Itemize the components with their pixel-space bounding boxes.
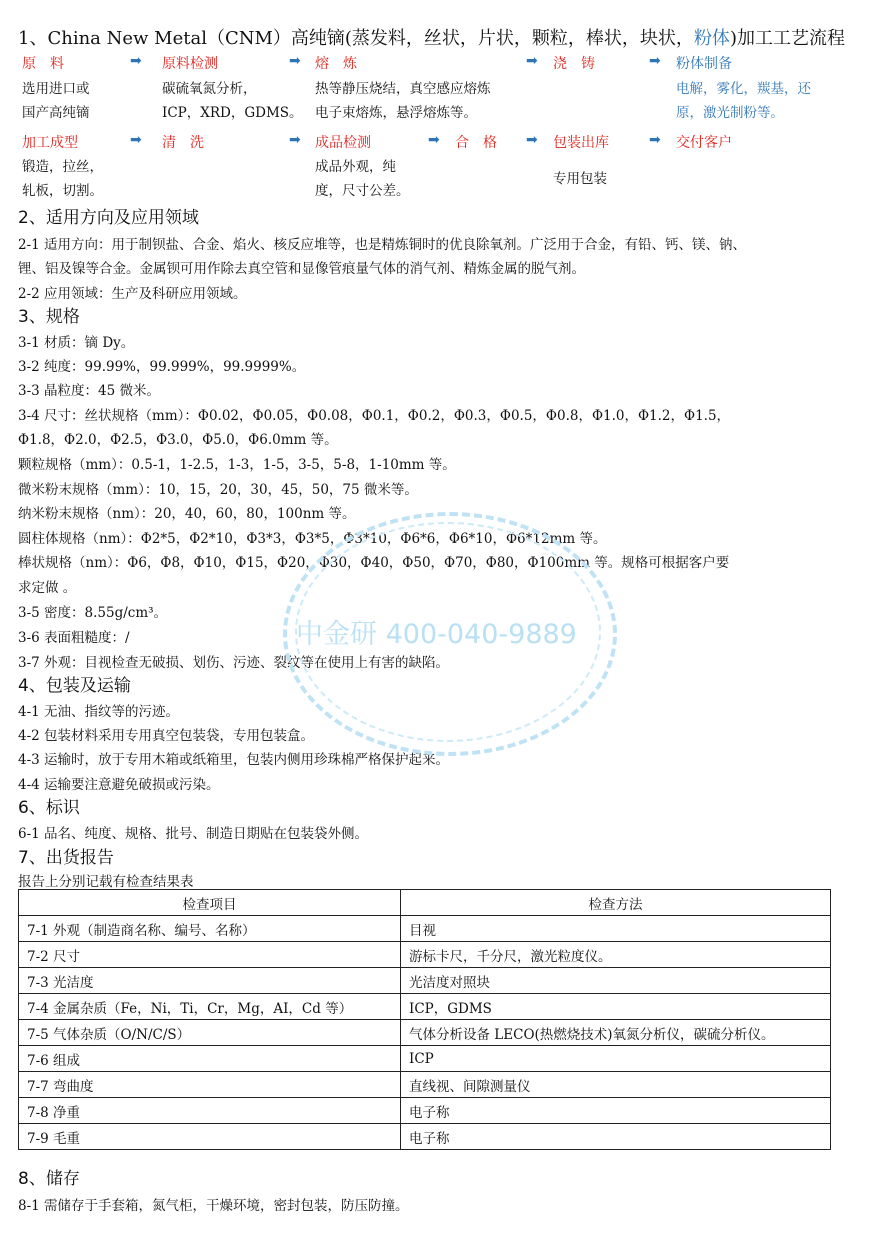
section2-para1-line1: 2-1 适用方向：用于制钡盐、合金、焰火、核反应堆等，也是精炼铜时的优良除氧剂。广泛用于合金，有铅、钙、镁、钠、 bbox=[18, 237, 747, 253]
flow-step-cleaning: 清 洗 bbox=[162, 135, 204, 151]
flow-step-smelting: 熔 炼 bbox=[315, 56, 357, 72]
table-row bbox=[19, 994, 831, 1020]
table-cell: 气体分析设备 LECO(热燃烧技术)氧氮分析仪，碳硫分析仪。 bbox=[401, 1020, 831, 1046]
flow-desc-raw bbox=[22, 77, 90, 125]
table-cell: 7-8 净重 bbox=[19, 1098, 401, 1124]
flow-arrow-icon: ➡ bbox=[428, 132, 440, 148]
flow-desc-line: 轧板，切割。 bbox=[22, 183, 103, 199]
packing-item: 4-2 包装材料采用专用真空包装袋，专用包装盒。 bbox=[18, 728, 315, 744]
label-item: 6-1 品名、纯度、规格、批号、制造日期贴在包装袋外侧。 bbox=[18, 826, 369, 842]
spec-grain: 3-3 晶粒度：45 微米。 bbox=[18, 383, 161, 399]
flow-step-raw-material: 原 料 bbox=[22, 56, 64, 72]
flow-arrow-icon: ➡ bbox=[526, 132, 538, 148]
table-row bbox=[19, 942, 831, 968]
table-cell: 目视 bbox=[401, 916, 831, 942]
flow-step-material-test: 原料检测 bbox=[162, 56, 218, 72]
table-cell: 光洁度对照块 bbox=[401, 968, 831, 994]
table-cell: 电子称 bbox=[401, 1124, 831, 1150]
spec-roughness: 3-6 表面粗糙度：/ bbox=[18, 630, 130, 646]
table-header-row bbox=[19, 890, 831, 916]
flow-desc-line: 选用进口或 bbox=[22, 81, 90, 97]
table-row bbox=[19, 1020, 831, 1046]
flow-desc-line: 电子束熔炼，悬浮熔炼等。 bbox=[315, 105, 477, 121]
title-suffix: )加工工艺流程 bbox=[729, 28, 845, 49]
flow-arrow-icon: ➡ bbox=[130, 132, 142, 148]
packing-item: 4-3 运输时，放于专用木箱或纸箱里，包装内侧用珍珠棉严格保护起来。 bbox=[18, 752, 450, 768]
flow-step-casting: 浇 铸 bbox=[553, 56, 595, 72]
flow-desc-forming bbox=[22, 155, 103, 203]
spec-nano-powder: 纳米粉末规格（nm）：20，40，60，80，100nm 等。 bbox=[18, 506, 356, 522]
watermark-text: 中金研 400-040-9889 bbox=[296, 619, 577, 650]
table-cell: 7-4 金属杂质（Fe，Ni，Ti，Cr，Mg，AI，Cd 等） bbox=[19, 994, 401, 1020]
storage-item: 8-1 需储存于手套箱，氮气柜，干燥环境，密封包装，防压防撞。 bbox=[18, 1198, 409, 1214]
spec-granule: 颗粒规格（mm）：0.5-1，1-2.5，1-3，1-5，3-5，5-8，1-10mm 等。 bbox=[18, 457, 456, 473]
section2-para2: 2-2 应用领域：生产及科研应用领域。 bbox=[18, 286, 247, 302]
flow-step-product-test: 成品检测 bbox=[315, 135, 371, 151]
flow-step-forming: 加工成型 bbox=[22, 135, 78, 151]
table-row bbox=[19, 968, 831, 994]
table-header: 检查项目 bbox=[19, 890, 401, 916]
packing-item: 4-1 无油、指纹等的污迹。 bbox=[18, 704, 180, 720]
spec-rod-line1: 棒状规格（nm）：Φ6，Φ8，Φ10，Φ15，Φ20，Φ30，Φ40，Φ50，Φ70，Φ80，Φ100mm 等。规格可根据客户要 bbox=[18, 555, 730, 571]
flow-desc-line: 锻造，拉丝， bbox=[22, 159, 103, 175]
section2-para1-line2: 锂、铝及镍等合金。金属钡可用作除去真空管和显像管痕量气体的消气剂、精炼金属的脱气剂。 bbox=[18, 261, 585, 277]
table-row bbox=[19, 1046, 831, 1072]
table-cell: 7-3 光洁度 bbox=[19, 968, 401, 994]
flow-desc-line: 专用包装 bbox=[553, 171, 607, 187]
table-cell: 7-6 组成 bbox=[19, 1046, 401, 1072]
flow-arrow-icon: ➡ bbox=[289, 53, 301, 69]
section2-heading: 2、适用方向及应用领域 bbox=[18, 208, 199, 228]
flow-desc-line: 碳硫氧氮分析， bbox=[162, 81, 257, 97]
title-prefix: 1、China New Metal（CNM）高纯镝(蒸发料，丝状，片状，颗粒，棒状，块状， bbox=[18, 28, 694, 49]
table-row bbox=[19, 1098, 831, 1124]
flow-step-powder: 粉体制备 bbox=[676, 56, 732, 72]
flow-desc-product-test bbox=[315, 155, 410, 203]
table-row bbox=[19, 916, 831, 942]
table-cell: 7-1 外观（制造商名称、编号、名称） bbox=[19, 916, 401, 942]
table-cell: 7-7 弯曲度 bbox=[19, 1072, 401, 1098]
flow-desc-line: 成品外观，纯 bbox=[315, 159, 396, 175]
section6-heading: 6、标识 bbox=[18, 798, 80, 818]
spec-size-line2: Φ1.8，Φ2.0，Φ2.5，Φ3.0，Φ5.0，Φ6.0mm 等。 bbox=[18, 432, 338, 448]
table-cell: 7-9 毛重 bbox=[19, 1124, 401, 1150]
section8-heading: 8、储存 bbox=[18, 1169, 80, 1189]
flow-desc-line: 国产高纯镝 bbox=[22, 105, 90, 121]
flow-desc-line: 电解，雾化，羰基，还 bbox=[676, 81, 811, 97]
table-cell: 游标卡尺，千分尺，激光粒度仪。 bbox=[401, 942, 831, 968]
section7-heading: 7、出货报告 bbox=[18, 848, 114, 868]
flow-step-packing: 包装出库 bbox=[553, 135, 609, 151]
flow-desc-line: 热等静压烧结，真空感应熔炼 bbox=[315, 81, 491, 97]
spec-purity: 3-2 纯度：99.99%，99.999%，99.9999%。 bbox=[18, 359, 306, 375]
flow-desc-packing bbox=[553, 167, 607, 191]
page-title bbox=[18, 24, 845, 50]
table-cell: 7-5 气体杂质（O/N/C/S） bbox=[19, 1020, 401, 1046]
table-cell: 7-2 尺寸 bbox=[19, 942, 401, 968]
table-cell: 直线视、间隙测量仪 bbox=[401, 1072, 831, 1098]
spec-material: 3-1 材质：镝 Dy。 bbox=[18, 335, 135, 351]
flow-arrow-icon: ➡ bbox=[649, 132, 661, 148]
flow-desc-smelting bbox=[315, 77, 491, 125]
spec-rod-line2: 求定做 。 bbox=[18, 580, 77, 596]
table-header: 检查方法 bbox=[401, 890, 831, 916]
table-cell: 电子称 bbox=[401, 1098, 831, 1124]
flow-arrow-icon: ➡ bbox=[649, 53, 661, 69]
flow-desc-line: 原，激光制粉等。 bbox=[676, 105, 784, 121]
table-cell: ICP bbox=[401, 1046, 831, 1072]
flow-desc-line: ICP，XRD，GDMS。 bbox=[162, 105, 303, 121]
spec-appearance: 3-7 外观：目视检查无破损、划伤、污迹、裂纹等在使用上有害的缺陷。 bbox=[18, 655, 450, 671]
table-caption: 报告上分别记载有检查结果表 bbox=[18, 874, 194, 890]
section3-heading: 3、规格 bbox=[18, 307, 80, 327]
table-row bbox=[19, 1124, 831, 1150]
packing-item: 4-4 运输要注意避免破损或污染。 bbox=[18, 777, 220, 793]
spec-cylinder: 圆柱体规格（nm）：Φ2*5，Φ2*10，Φ3*3，Φ3*5，Φ3*10，Φ6*6，Φ6*10，Φ6*12mm 等。 bbox=[18, 531, 607, 547]
spec-micro-powder: 微米粉末规格（mm）：10，15，20，30，45，50，75 微米等。 bbox=[18, 482, 418, 498]
table-row bbox=[19, 1072, 831, 1098]
table-cell: ICP，GDMS bbox=[401, 994, 831, 1020]
section4-heading: 4、包装及运输 bbox=[18, 676, 131, 696]
spec-size-line1: 3-4 尺寸：丝状规格（mm）：Φ0.02，Φ0.05，Φ0.08，Φ0.1，Φ0.2，Φ0.3，Φ0.5，Φ0.8，Φ1.0，Φ1.2，Φ1.5， bbox=[18, 408, 731, 424]
flow-desc-line: 度，尺寸公差。 bbox=[315, 183, 410, 199]
flow-desc-powder bbox=[676, 77, 811, 125]
inspection-table bbox=[18, 889, 831, 1150]
flow-desc-test bbox=[162, 77, 303, 125]
spec-density: 3-5 密度：8.55g/cm³。 bbox=[18, 605, 168, 621]
flow-arrow-icon: ➡ bbox=[526, 53, 538, 69]
flow-step-delivery: 交付客户 bbox=[676, 135, 732, 151]
flow-arrow-icon: ➡ bbox=[130, 53, 142, 69]
title-highlight: 粉体 bbox=[693, 28, 730, 49]
flow-step-qualified: 合 格 bbox=[455, 135, 497, 151]
flow-arrow-icon: ➡ bbox=[289, 132, 301, 148]
